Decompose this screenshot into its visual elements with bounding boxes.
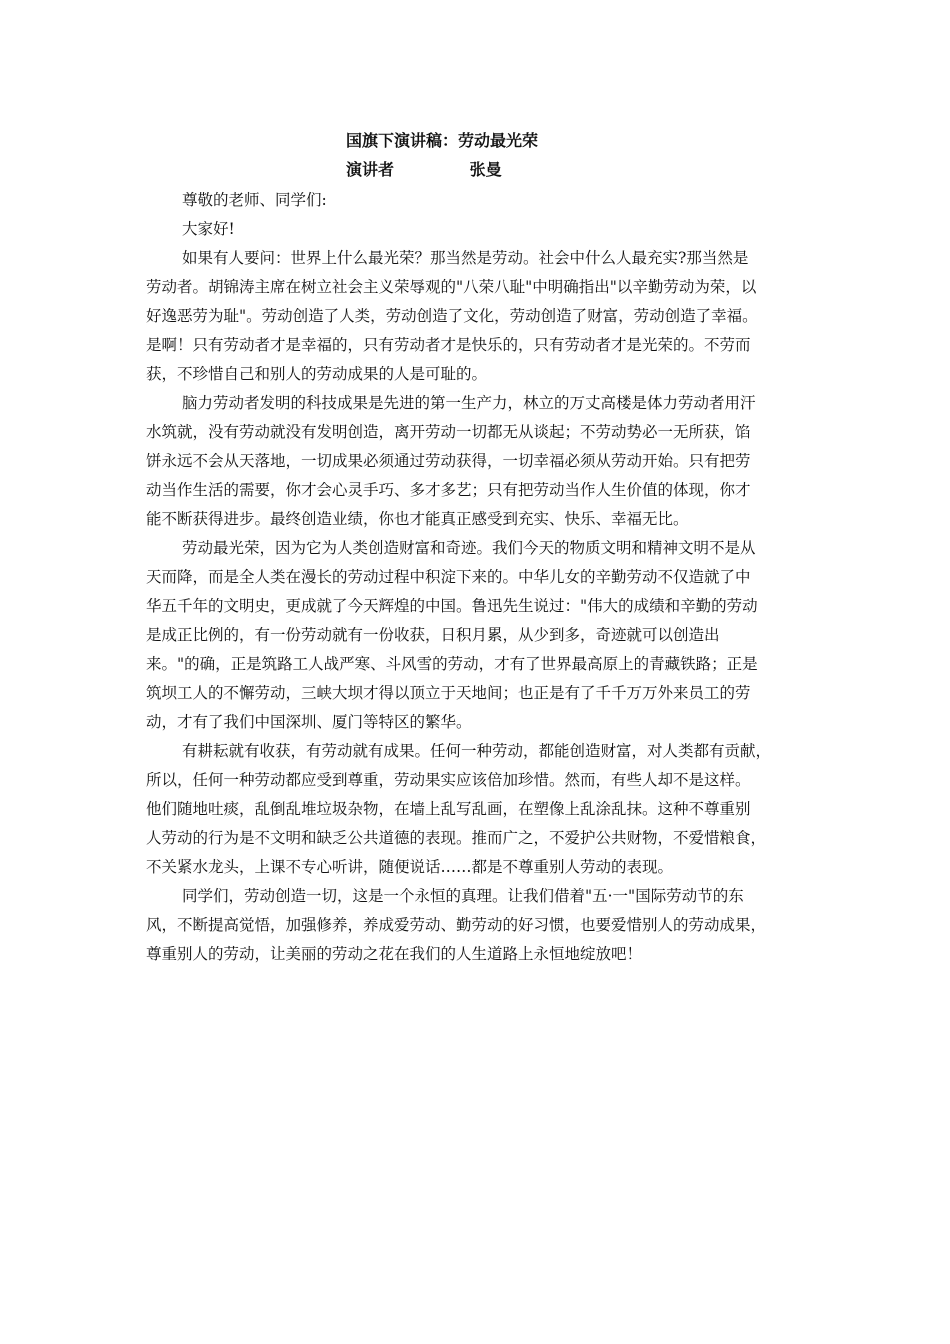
paragraph-2-line: 能不断获得进步。最终创造业绩，你也才能真正感受到充实、快乐、幸福无比。 xyxy=(146,510,689,528)
paragraph-3-line: 是成正比例的，有一份劳动就有一份收获，日积月累，从少到多，奇迹就可以创造出 xyxy=(146,626,720,644)
paragraph-2-line: 动当作生活的需要，你才会心灵手巧、多才多艺；只有把劳动当作人生价值的体现，你才 xyxy=(146,481,751,499)
paragraph-1-line: 好逸恶劳为耻"。劳动创造了人类，劳动创造了文化，劳动创造了财富，劳动创造了幸福。 xyxy=(146,307,758,325)
paragraph-3-line: 动，才有了我们中国深圳、厦门等特区的繁华。 xyxy=(146,713,472,731)
document-title: 国旗下演讲稿：劳动最光荣 xyxy=(346,131,539,150)
paragraph-4-line: 所以，任何一种劳动都应受到尊重，劳动果实应该倍加珍惜。然而，有些人却不是这样。 xyxy=(146,771,751,789)
paragraph-1-line: 如果有人要问：世界上什么最光荣？那当然是劳动。社会中什么人最充实?那当然是 xyxy=(182,249,749,267)
paragraph-4-line: 人劳动的行为是不文明和缺乏公共道德的表现。推而广之，不爱护公共财物，不爱惜粮食， xyxy=(146,829,767,847)
speaker-line xyxy=(346,159,502,181)
paragraph-2-line: 水筑就，没有劳动就没有发明创造，离开劳动一切都无从谈起；不劳动势必一无所获，馅 xyxy=(146,423,751,441)
paragraph-5-line: 尊重别人的劳动，让美丽的劳动之花在我们的人生道路上永恒地绽放吧！ xyxy=(146,945,643,963)
speaker-name: 张曼 xyxy=(469,160,502,179)
paragraph-3-line: 天而降，而是全人类在漫长的劳动过程中积淀下来的。中华儿女的辛勤劳动不仅造就了中 xyxy=(146,568,751,586)
paragraph-2-line: 饼永远不会从天落地，一切成果必须通过劳动获得，一切幸福必须从劳动开始。只有把劳 xyxy=(146,452,751,470)
paragraph-4-line: 他们随地吐痰，乱倒乱堆垃圾杂物，在墙上乱写乱画，在塑像上乱涂乱抹。这种不尊重别 xyxy=(146,800,751,818)
paragraph-3-line: 来。"的确，正是筑路工人战严寒、斗风雪的劳动，才有了世界最高原上的青藏铁路；正是 xyxy=(146,655,758,673)
paragraph-4-line: 有耕耘就有收获，有劳动就有成果。任何一种劳动，都能创造财富，对人类都有贡献， xyxy=(182,742,772,760)
paragraph-4-line: 不关紧水龙头，上课不专心听讲，随便说话……都是不尊重别人劳动的表现。 xyxy=(146,858,674,876)
salutation: 尊敬的老师、同学们: xyxy=(182,191,327,209)
paragraph-5-line: 风，不断提高觉悟，加强修养，养成爱劳动、勤劳动的好习惯，也要爱惜别人的劳动成果， xyxy=(146,916,767,934)
paragraph-5-line: 同学们，劳动创造一切，这是一个永恒的真理。让我们借着"五·一"国际劳动节的东 xyxy=(182,887,744,905)
paragraph-2-line: 脑力劳动者发明的科技成果是先进的第一生产力，林立的万丈高楼是体力劳动者用汗 xyxy=(182,394,756,412)
paragraph-1-line: 是啊！只有劳动者才是幸福的，只有劳动者才是快乐的，只有劳动者才是光荣的。不劳而 xyxy=(146,336,751,354)
greeting: 大家好! xyxy=(182,220,235,238)
paragraph-3-line: 筑坝工人的不懈劳动，三峡大坝才得以顶立于天地间；也正是有了千千万万外来员工的劳 xyxy=(146,684,751,702)
speaker-label: 演讲者 xyxy=(346,160,395,179)
paragraph-3-line: 华五千年的文明史，更成就了今天辉煌的中国。鲁迅先生说过："伟大的成绩和辛勤的劳动 xyxy=(146,597,758,615)
paragraph-1-line: 获，不珍惜自己和别人的劳动成果的人是可耻的。 xyxy=(146,365,488,383)
paragraph-3-line: 劳动最光荣，因为它为人类创造财富和奇迹。我们今天的物质文明和精神文明不是从 xyxy=(182,539,756,557)
speech-body xyxy=(146,186,812,969)
paragraph-1-line: 劳动者。胡锦涛主席在树立社会主义荣辱观的"八荣八耻"中明确指出"以辛勤劳动为荣，以 xyxy=(146,278,757,296)
